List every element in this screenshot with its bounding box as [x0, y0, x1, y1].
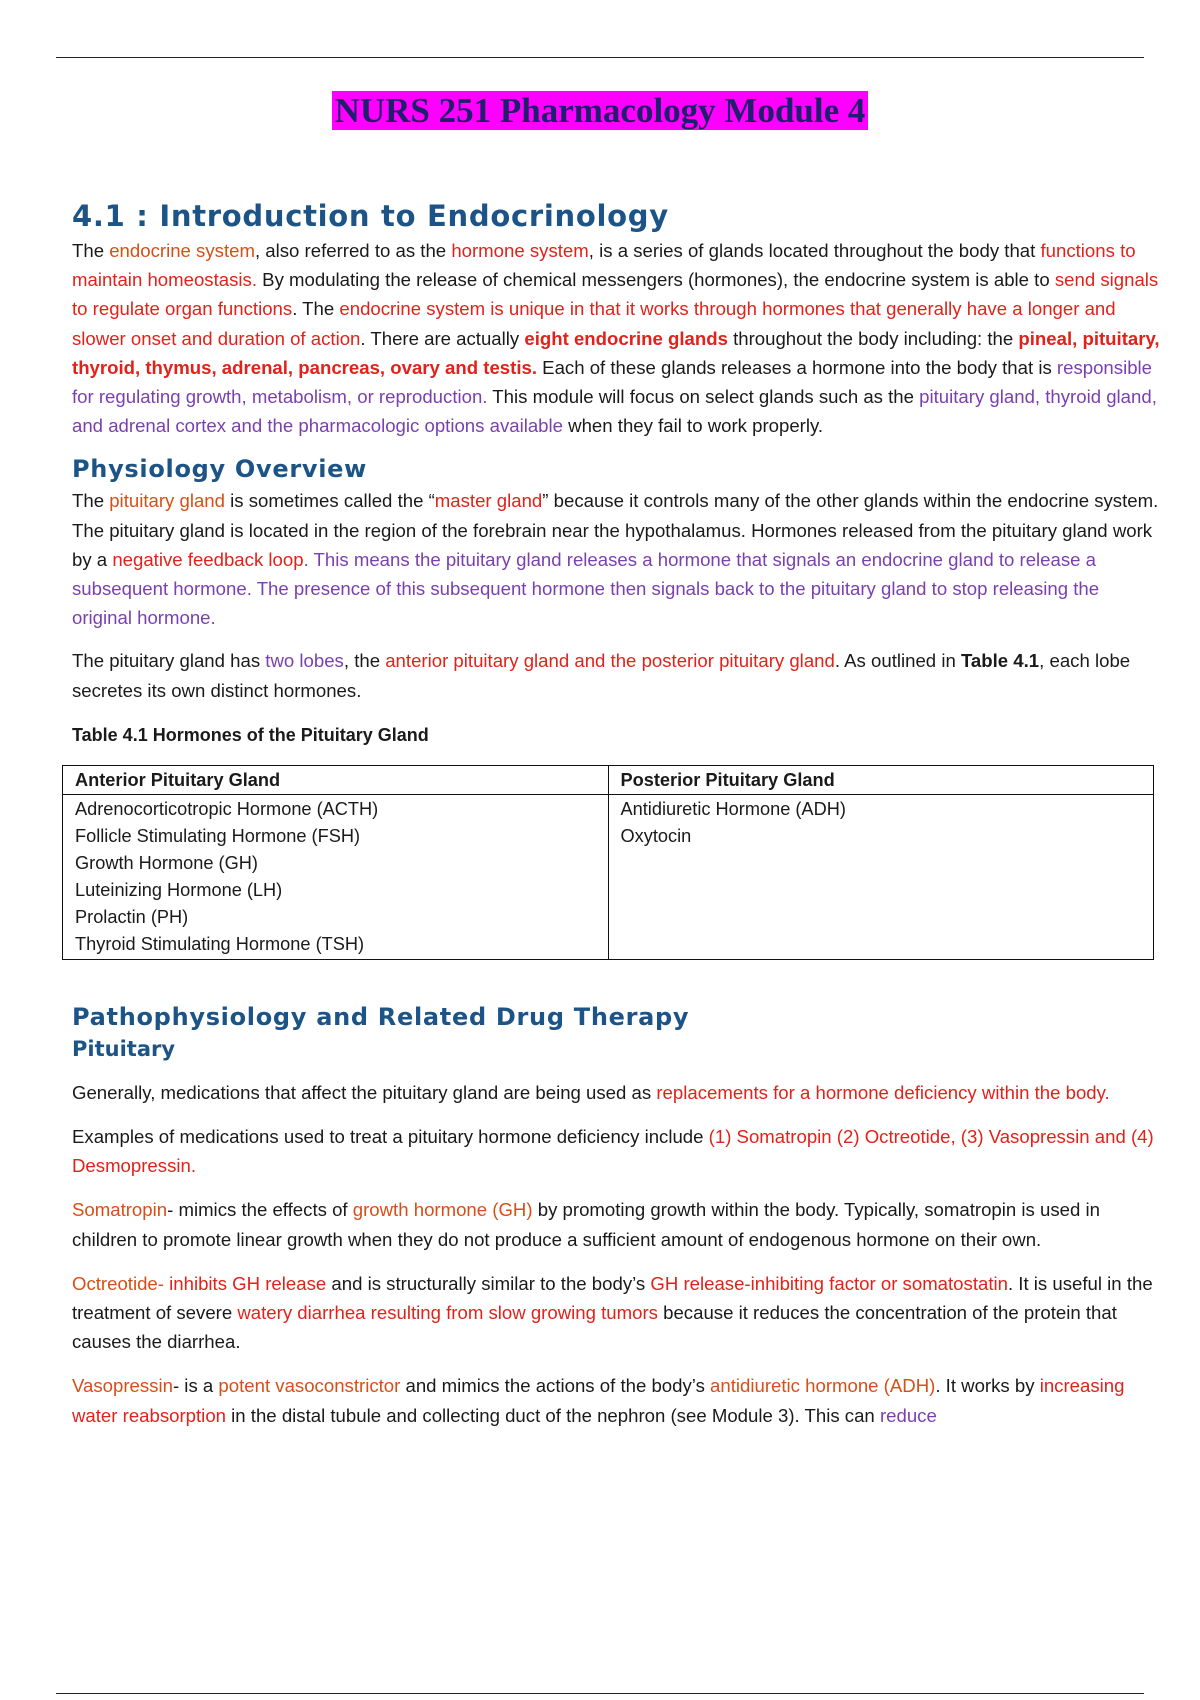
list-item: Thyroid Stimulating Hormone (TSH): [75, 933, 365, 954]
pituitary-hormones-table: [62, 765, 1154, 960]
top-rule: [56, 57, 1144, 58]
bottom-rule: [56, 1693, 1144, 1694]
list-item: Luteinizing Hormone (LH): [75, 879, 283, 900]
physiology-heading: Physiology Overview: [72, 455, 367, 484]
list-item: Follicle Stimulating Hormone (FSH): [75, 825, 361, 846]
intro-paragraph: The endocrine system, also referred to as the hormone system, is a series of glands located throughout the body that functions to maintain homeostasis. By modulating the release of chemical messengers (hormones), the endocrine system is able to send signals to regulate organ functions. The endocrine system is unique in that it works through hormones that generally have a longer and slower onset and duration of action. There are actually eight endocrine glands throughout the body including: the pineal, pituitary, thyroid, thymus, adrenal, pancreas, ovary and testis. Each of these glands releases a hormone into the body that is responsible for regulating growth, metabolism, or reproduction. This module will focus on select glands such as the pituitary gland, thyroid gland, and adrenal cortex and the pharmacologic options available when they fail to work properly.: [72, 240, 1160, 437]
examples-paragraph: Examples of medications used to treat a pituitary hormone deficiency include (1) Somatropin (2) Octreotide, (3) Vasopressin and (4) Desmopressin.: [72, 1126, 1154, 1177]
physiology-paragraph: The pituitary gland is sometimes called the “master gland” because it controls many of the other glands within the endocrine system. The pituitary gland is located in the region of the forebrain near the hypothalamus. Hormones released from the pituitary gland work by a negative feedback loop. This means the pituitary gland releases a hormone that signals an endocrine gland to release a subsequent hormone. The presence of this subsequent hormone then signals back to the pituitary gland to stop releasing the original hormone.: [72, 490, 1159, 629]
lobes-paragraph: The pituitary gland has two lobes, the anterior pituitary gland and the posterior pituitary gland. As outlined in Table 4.1, each lobe secretes its own distinct hormones.: [72, 650, 1131, 701]
posterior-hormones-cell: [608, 794, 1154, 959]
document-title-block: [0, 89, 1200, 132]
table-header-posterior: Posterior Pituitary Gland: [608, 765, 1154, 794]
list-item: Oxytocin: [620, 825, 692, 846]
table-caption: Table 4.1 Hormones of the Pituitary Gland: [72, 724, 429, 745]
anterior-hormones-cell: [63, 794, 609, 959]
document-body: [72, 196, 1162, 1430]
somatropin-paragraph: Somatropin- mimics the effects of growth hormone (GH) by promoting growth within the body. Typically, somatropin is used in children to promote linear growth when they do not produce a sufficient amount of endogenous hormone on their own.: [72, 1199, 1100, 1250]
pathophysiology-heading: Pathophysiology and Related Drug Therapy: [72, 1002, 690, 1031]
table-header-anterior: Anterior Pituitary Gland: [63, 765, 609, 794]
list-item: Prolactin (PH): [75, 906, 189, 927]
list-item: Antidiuretic Hormone (ADH): [620, 798, 846, 819]
octreotide-paragraph: Octreotide- inhibits GH release and is structurally similar to the body’s GH release-inhibiting factor or somatostatin. It is useful in the treatment of severe watery diarrhea resulting from slow growing tumors because it reduces the concentration of the protein that causes the diarrhea.: [72, 1272, 1153, 1353]
vasopressin-paragraph: Vasopressin- is a potent vasoconstrictor and mimics the actions of the body’s antidiuretic hormone (ADH). It works by increasing water reabsorption in the distal tubule and collecting duct of the nephron (see Module 3). This can reduce: [72, 1375, 1125, 1426]
intro-heading: 4.1 : Introduction to Endocrinology: [72, 199, 669, 233]
replacement-paragraph: Generally, medications that affect the pituitary gland are being used as replacements for a hormone deficiency within the body.: [72, 1081, 1110, 1103]
list-item: Growth Hormone (GH): [75, 852, 258, 873]
table-row: [63, 794, 1154, 959]
document-title: NURS 251 Pharmacology Module 4: [332, 91, 869, 130]
pituitary-subheading: Pituitary: [72, 1036, 176, 1061]
list-item: Adrenocorticotropic Hormone (ACTH): [75, 798, 379, 819]
table-header-row: [63, 765, 1154, 794]
